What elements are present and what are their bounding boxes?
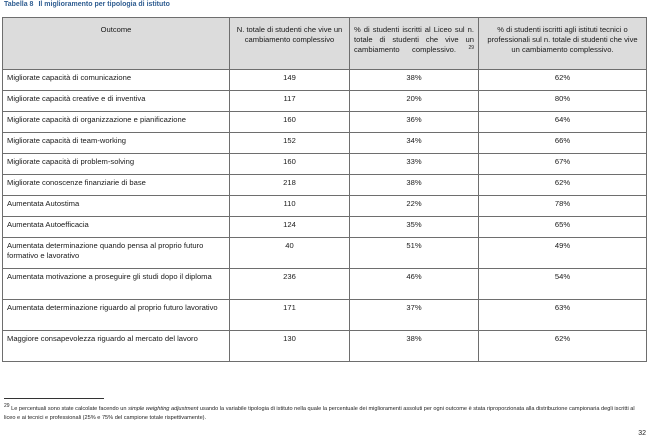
cell-total: 130 [230,331,350,362]
footnote-number: 29 [4,403,10,409]
header-outcome: Outcome [3,18,230,70]
cell-liceo: 36% [350,112,479,133]
cell-outcome: Migliorate conoscenze finanziarie di base [3,175,230,196]
cell-outcome: Migliorate capacità di problem-solving [3,154,230,175]
cell-liceo: 37% [350,300,479,331]
caption-label: Tabella 8 [4,1,34,8]
cell-liceo: 38% [350,70,479,91]
table-row [3,133,647,154]
cell-total: 149 [230,70,350,91]
cell-outcome: Aumentata Autostima [3,196,230,217]
cell-total: 124 [230,217,350,238]
cell-outcome: Maggiore consapevolezza riguardo al mercato del lavoro [3,331,230,362]
table-row [3,331,647,362]
cell-tecnici: 62% [479,175,647,196]
cell-outcome: Aumentata determinazione riguardo al proprio futuro lavorativo [3,300,230,331]
footnote-emphasis: simple weighting adjustment [128,406,199,412]
table-row [3,91,647,112]
table-caption [4,1,170,8]
cell-total: 171 [230,300,350,331]
cell-total: 40 [230,238,350,269]
cell-tecnici: 67% [479,154,647,175]
table-header-row [3,18,647,70]
cell-outcome: Migliorate capacità creative e di inventiva [3,91,230,112]
header-tecnici-percent: % di studenti iscritti agli istituti tecnici o professionali sul n. totale di studenti che vive un cambiamento complessivo. [479,18,647,70]
cell-liceo: 38% [350,175,479,196]
cell-outcome: Migliorate capacità di comunicazione [3,70,230,91]
cell-liceo: 34% [350,133,479,154]
footnote-text-after: usando la variabile tipologia di istituto nella quale la percentuale dei miglioramenti assoluti per ogni outcome è stata riproporzionata alla distribuzione campionaria degli iscritti al liceo e ai tecnici e professionali (25% e 75% del campione totale rispettivamente). [4,406,635,421]
cell-liceo: 51% [350,238,479,269]
cell-tecnici: 65% [479,217,647,238]
cell-outcome: Aumentata determinazione quando pensa al proprio futuro formativo e lavorativo [3,238,230,269]
cell-outcome: Migliorate capacità di team-working [3,133,230,154]
cell-tecnici: 62% [479,70,647,91]
cell-total: 218 [230,175,350,196]
cell-total: 160 [230,112,350,133]
cell-liceo: 38% [350,331,479,362]
table-row [3,70,647,91]
cell-tecnici: 66% [479,133,647,154]
page-number: 32 [638,430,646,437]
header-liceo-text: % di studenti iscritti al Liceo sul n. totale di studenti che vive un cambiamento complessivo. [354,25,474,55]
header-liceo-percent [350,18,479,70]
cell-outcome: Aumentata motivazione a proseguire gli studi dopo il diploma [3,269,230,300]
cell-liceo: 35% [350,217,479,238]
cell-tecnici: 64% [479,112,647,133]
cell-liceo: 22% [350,196,479,217]
footnote-text-before: Le percentuali sono state calcolate facendo un [11,406,127,412]
cell-total: 160 [230,154,350,175]
cell-total: 236 [230,269,350,300]
table-row [3,175,647,196]
table-row [3,112,647,133]
cell-tecnici: 62% [479,331,647,362]
cell-tecnici: 54% [479,269,647,300]
cell-outcome: Migliorate capacità di organizzazione e pianificazione [3,112,230,133]
table-row [3,238,647,269]
table-row [3,196,647,217]
cell-total: 152 [230,133,350,154]
table-row [3,300,647,331]
table-row [3,154,647,175]
outcome-table [2,17,647,362]
footnote-reference: 29 [468,45,474,52]
footnote-divider [4,398,104,399]
table-body [3,70,647,362]
cell-liceo: 46% [350,269,479,300]
cell-total: 117 [230,91,350,112]
cell-tecnici: 78% [479,196,647,217]
table-row [3,269,647,300]
cell-tecnici: 80% [479,91,647,112]
cell-tecnici: 63% [479,300,647,331]
table-row [3,217,647,238]
header-total-students: N. totale di studenti che vive un cambiamento complessivo [230,18,350,70]
cell-total: 110 [230,196,350,217]
cell-tecnici: 49% [479,238,647,269]
cell-liceo: 33% [350,154,479,175]
cell-liceo: 20% [350,91,479,112]
caption-title: Il miglioramento per tipologia di istituto [38,1,170,8]
cell-outcome: Aumentata Autoefficacia [3,217,230,238]
footnote [4,403,644,422]
